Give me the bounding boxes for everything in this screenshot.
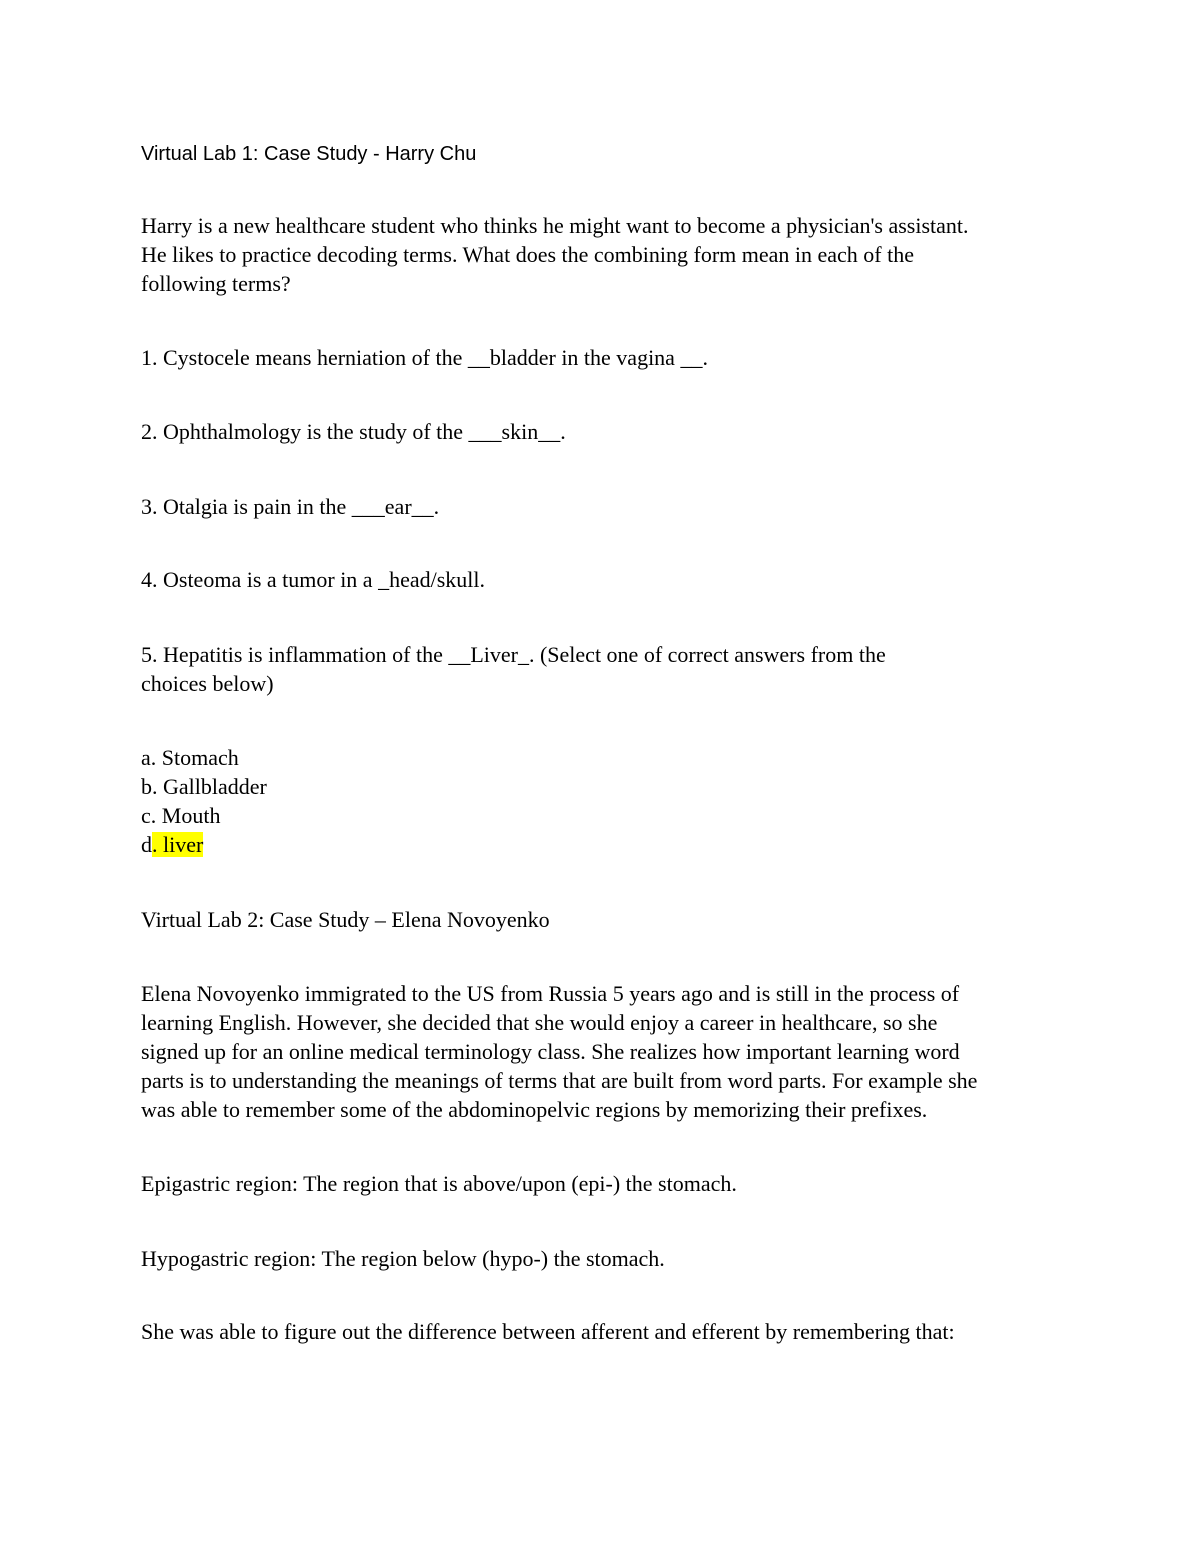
epigastric-definition: Epigastric region: The region that is above/upon (epi-) the stomach. bbox=[141, 1171, 737, 1196]
choice-b: b. Gallbladder bbox=[141, 774, 267, 799]
lab2-title: Virtual Lab 2: Case Study – Elena Novoyenko bbox=[141, 907, 550, 932]
lab1-intro-line-2: He likes to practice decoding terms. What does the combining form mean in each of the bbox=[141, 242, 915, 267]
lab2-intro-line-5: was able to remember some of the abdominopelvic regions by memorizing their prefixes. bbox=[141, 1097, 928, 1122]
choice-d-prefix: d bbox=[141, 832, 152, 857]
lab2-intro-line-3: signed up for an online medical terminology class. She realizes how important learning word bbox=[141, 1039, 960, 1064]
lab1-intro-line-1: Harry is a new healthcare student who thinks he might want to become a physician's assistant. bbox=[141, 213, 969, 238]
question-5: 5. Hepatitis is inflammation of the __Liver_. (Select one of correct answers from the bbox=[141, 642, 886, 667]
question-3: 3. Otalgia is pain in the ___ear__. bbox=[141, 494, 440, 519]
question-5-continued: choices below) bbox=[141, 671, 274, 696]
lab2-intro-line-4: parts is to understanding the meanings of terms that are built from word parts. For example she bbox=[141, 1068, 978, 1093]
choice-a: a. Stomach bbox=[141, 745, 239, 770]
hypogastric-definition: Hypogastric region: The region below (hypo-) the stomach. bbox=[141, 1246, 665, 1271]
choice-d bbox=[141, 830, 203, 859]
lab1-intro-line-3: following terms? bbox=[141, 271, 291, 296]
lab2-intro-line-2: learning English. However, she decided that she would enjoy a career in healthcare, so she bbox=[141, 1010, 938, 1035]
question-2: 2. Ophthalmology is the study of the ___skin__. bbox=[141, 419, 566, 444]
lab2-intro-line-1: Elena Novoyenko immigrated to the US from Russia 5 years ago and is still in the process of bbox=[141, 981, 960, 1006]
lab1-title: Virtual Lab 1: Case Study - Harry Chu bbox=[141, 143, 477, 165]
choice-d-highlighted-answer: . liver bbox=[152, 832, 204, 857]
afferent-efferent-line: She was able to figure out the difference between afferent and efferent by remembering that: bbox=[141, 1319, 955, 1344]
question-1: 1. Cystocele means herniation of the __bladder in the vagina __. bbox=[141, 345, 708, 370]
choice-c: c. Mouth bbox=[141, 803, 221, 828]
question-4: 4. Osteoma is a tumor in a _head/skull. bbox=[141, 567, 485, 592]
